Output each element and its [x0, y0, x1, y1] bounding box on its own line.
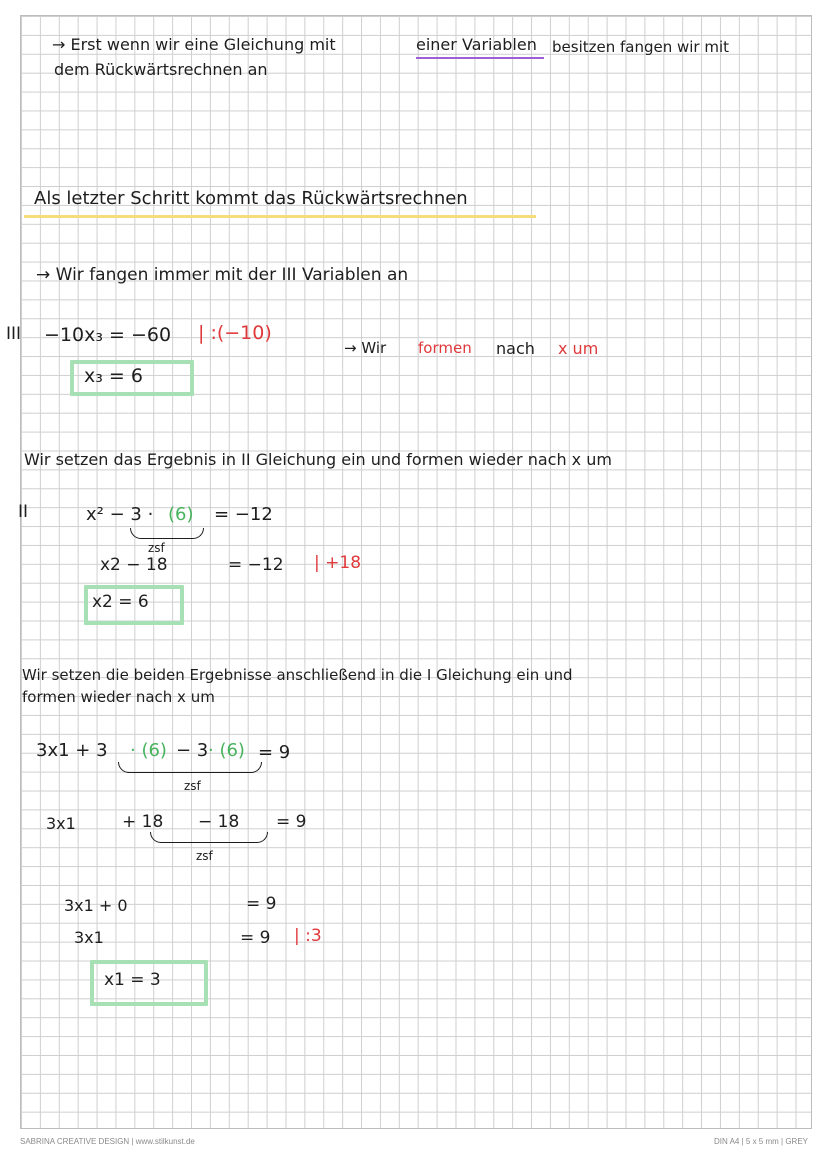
- intro-line-2: dem Rückwärtsrechnen an: [54, 60, 268, 79]
- heading-highlight: [24, 215, 536, 218]
- eq1-result: x1 = 3: [104, 970, 161, 990]
- eq1-line-1c: = 9: [258, 742, 291, 763]
- eq1-line-3-left: 3x1 + 0: [64, 896, 128, 915]
- eq2-line-2-left: x2 − 18: [100, 555, 168, 575]
- eq1-line-2a: 3x1: [46, 814, 76, 833]
- eq1-line-3-right: = 9: [246, 894, 277, 914]
- intro-line-1b: besitzen fangen wir mit: [552, 38, 730, 56]
- eq1-operation: | :3: [294, 926, 322, 946]
- eq3-note-a: → Wir: [344, 339, 387, 357]
- eq3-note-b: nach: [496, 339, 535, 358]
- eq2-line-1b: = −12: [214, 504, 273, 525]
- intro-line-1a: → Erst wenn wir eine Gleichung mit: [52, 35, 336, 54]
- eq3-note-red-1: formen: [418, 339, 472, 357]
- roman-two: II: [18, 502, 29, 522]
- intro-line-1-underlined: einer Variablen: [416, 35, 537, 54]
- brace-zsf: [118, 762, 262, 773]
- eq2-line-1-green: (6): [168, 504, 194, 525]
- eq1-line-4-right: = 9: [240, 928, 271, 948]
- footer-right: DIN A4 | 5 x 5 mm | GREY: [714, 1137, 808, 1146]
- zsf-label: zsf: [196, 849, 213, 863]
- eq2-result: x2 = 6: [92, 592, 149, 612]
- eq2-line-1a: x² − 3 ·: [86, 504, 154, 525]
- section-heading: Als letzter Schritt kommt das Rückwärtsrechnen: [34, 188, 468, 209]
- eq3-operation: | :(−10): [198, 322, 272, 344]
- eq1-line-1b: − 3: [176, 740, 209, 761]
- eq1-line-1-green-2: · (6): [208, 740, 245, 761]
- eq1-line-2b: + 18: [122, 812, 164, 832]
- eq2-line-2-right: = −12: [228, 555, 284, 575]
- eq3-result: x₃ = 6: [84, 365, 143, 387]
- brace-zsf: [150, 832, 268, 843]
- footer-left: SABRINA CREATIVE DESIGN | www.stilkunst.de: [20, 1137, 195, 1146]
- eq1-intro-line-2: formen wieder nach x um: [22, 688, 215, 706]
- eq1-line-2d: = 9: [276, 812, 307, 832]
- zsf-label: zsf: [148, 541, 165, 555]
- zsf-label: zsf: [184, 779, 201, 793]
- brace-zsf: [130, 528, 204, 539]
- roman-three: III: [6, 324, 22, 344]
- eq1-intro-line-1: Wir setzen die beiden Ergebnisse anschließend in die I Gleichung ein und: [22, 666, 573, 684]
- purple-underline: [416, 57, 544, 59]
- eq1-line-4-left: 3x1: [74, 928, 104, 947]
- eq3-note-red-2: x um: [558, 339, 599, 358]
- eq1-line-2c: − 18: [198, 812, 240, 832]
- eq2-intro: Wir setzen das Ergebnis in II Gleichung ein und formen wieder nach x um: [24, 450, 612, 469]
- eq1-line-1-green-1: · (6): [130, 740, 167, 761]
- eq2-operation: | +18: [314, 553, 362, 573]
- eq3-equation: −10x₃ = −60: [44, 324, 172, 346]
- eq1-line-1a: 3x1 + 3: [36, 740, 108, 761]
- step-intro: → Wir fangen immer mit der III Variablen an: [36, 265, 409, 285]
